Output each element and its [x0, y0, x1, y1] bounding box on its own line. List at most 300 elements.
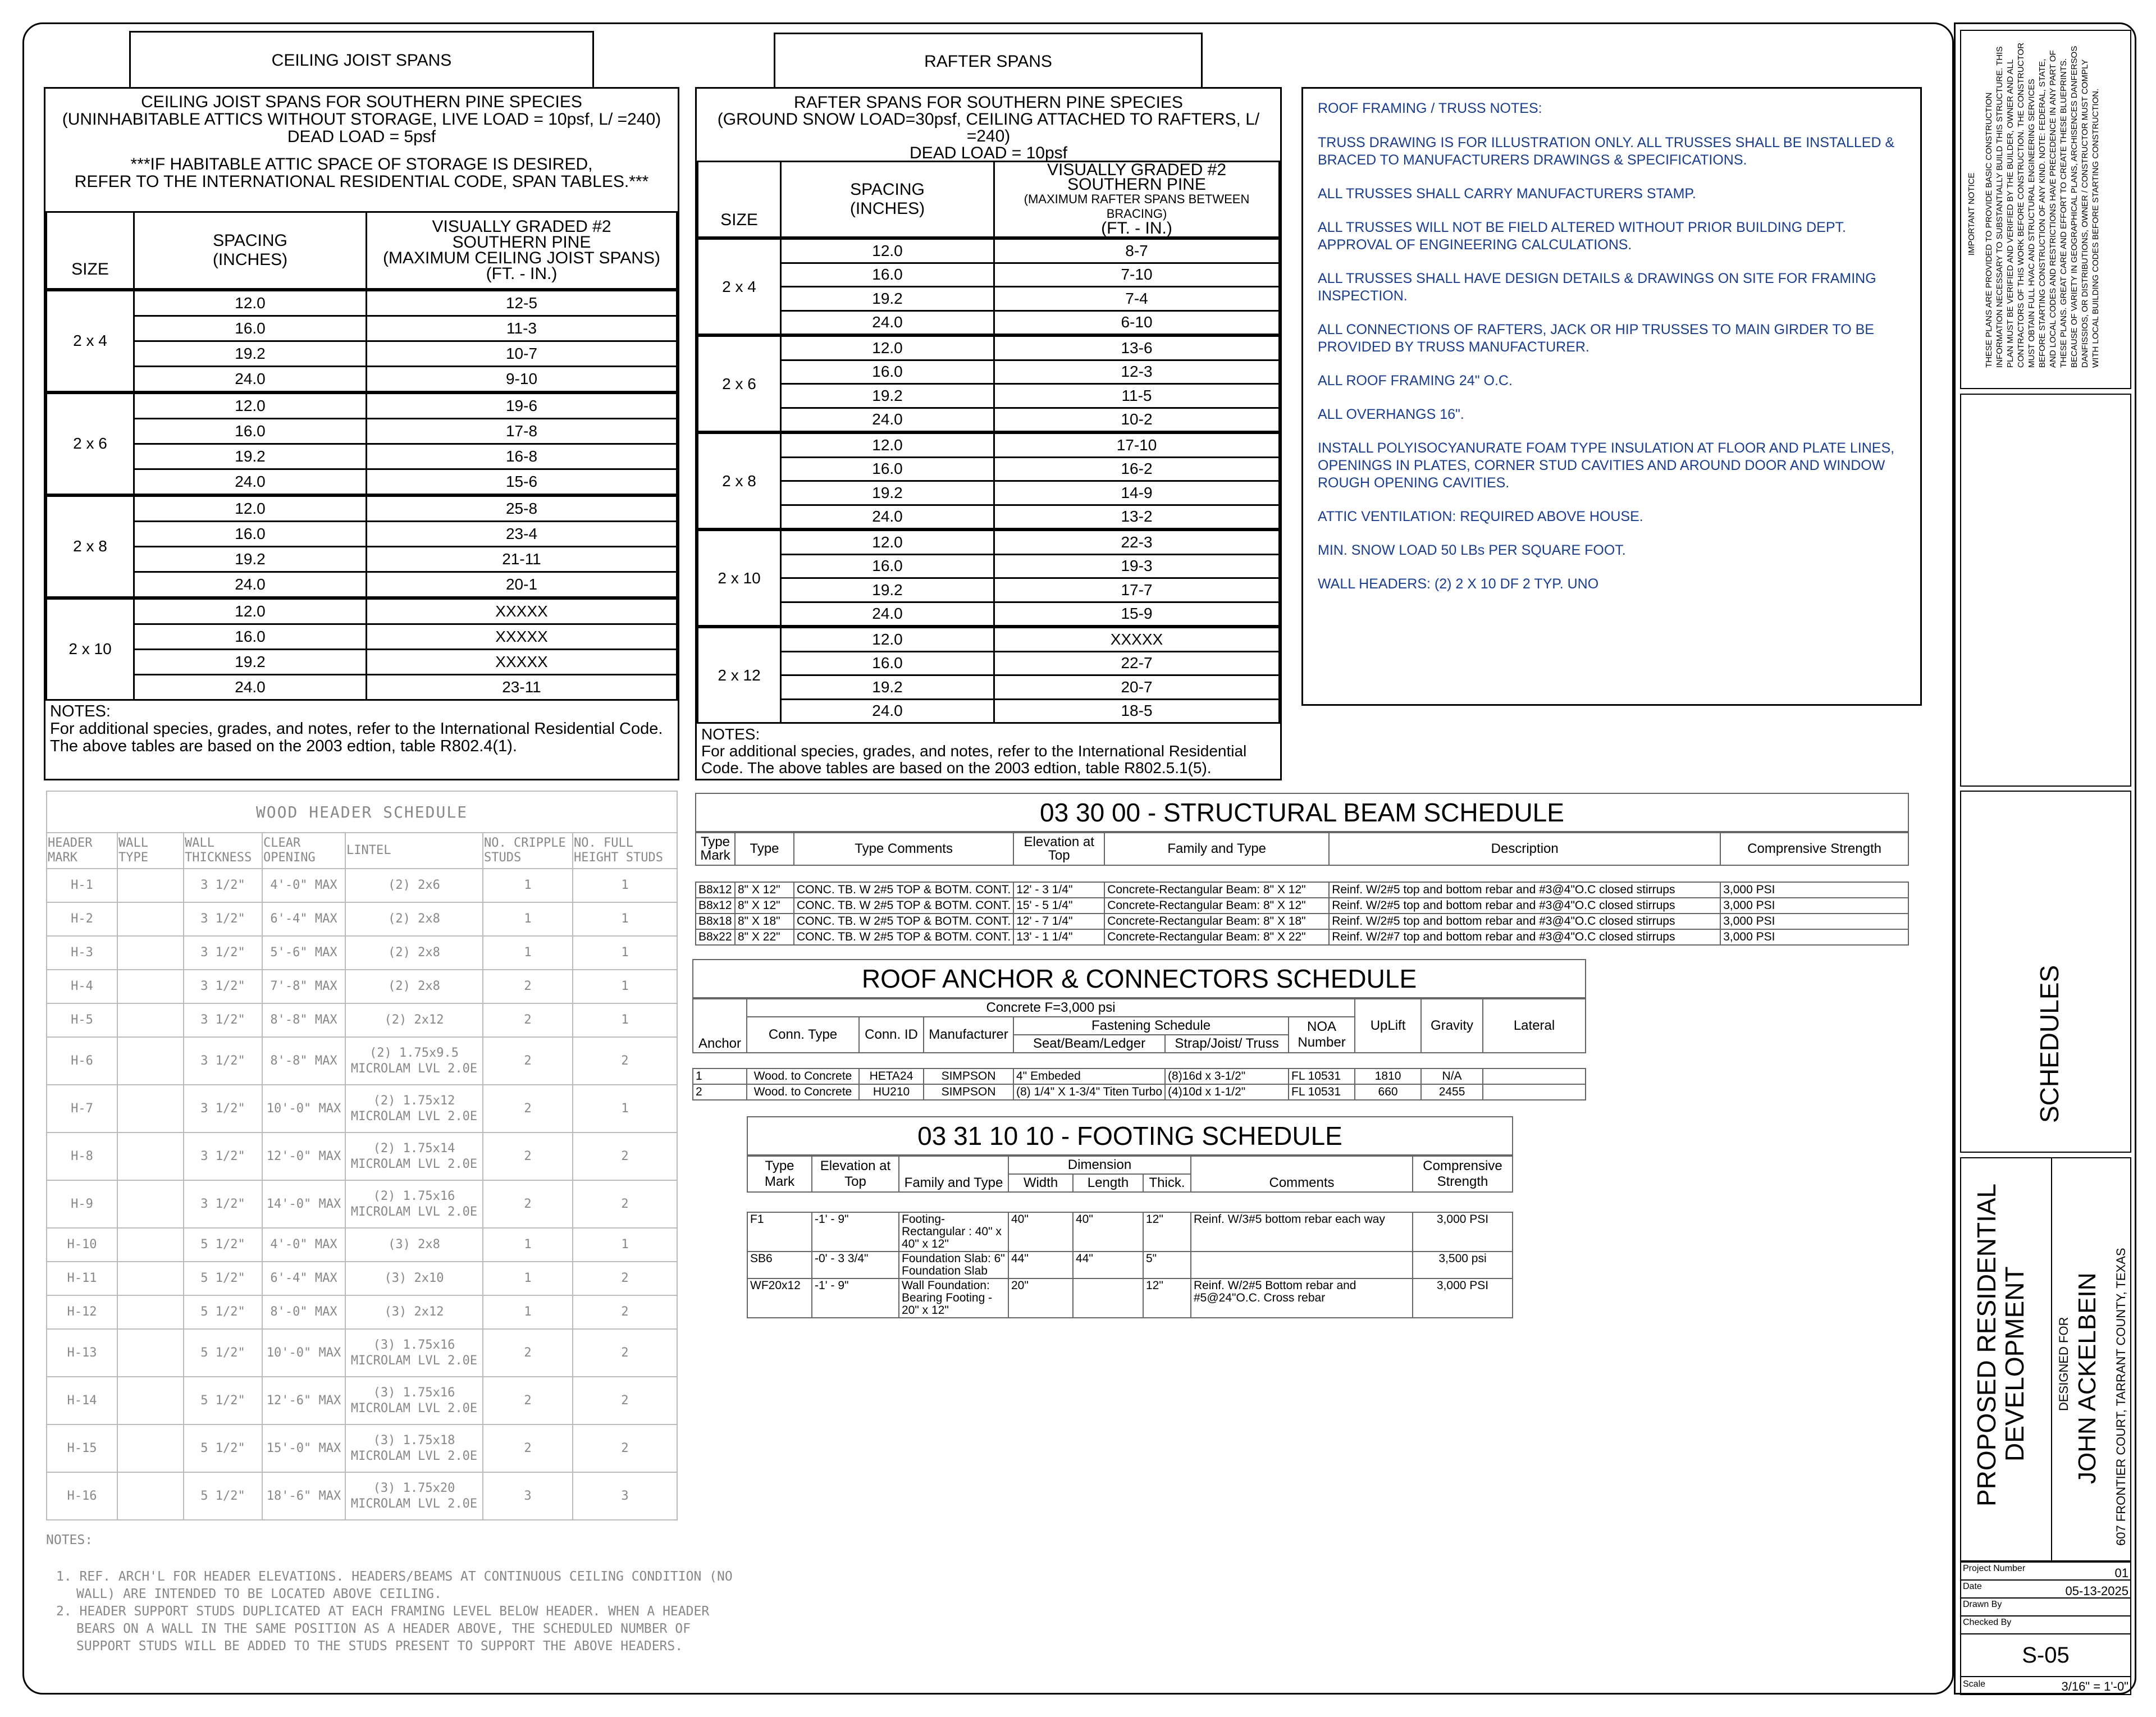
size-cell: 2 x 10 [698, 529, 781, 627]
table-cell: (3) 2x10 [345, 1262, 483, 1295]
notes-title: NOTES: [46, 1533, 93, 1547]
table-cell: 5 1/2" [184, 1424, 262, 1472]
table-cell: -1' - 9" [812, 1212, 899, 1252]
table-cell: (3) 2x8 [345, 1228, 483, 1262]
size-cell: 2 x 8 [47, 495, 134, 598]
table-cell [117, 869, 184, 902]
col-header: Gravity [1421, 999, 1483, 1053]
spacing-cell: 24.0 [134, 572, 367, 598]
table-cell [117, 970, 184, 1003]
table-cell [117, 1228, 184, 1262]
info-rows [1960, 1561, 2131, 1695]
table-cell: 14'-0" MAX [262, 1180, 345, 1228]
roof-notes-panel [1301, 87, 1922, 706]
label: Drawn By [1963, 1600, 2002, 1609]
spacing-cell: 19.2 [134, 649, 367, 674]
label: Date [1963, 1582, 1982, 1591]
table-cell [1483, 1068, 1586, 1084]
roof-note-item: ALL TRUSSES SHALL CARRY MANUFACTURERS STAMP. [1318, 186, 1696, 202]
table-row [47, 1329, 677, 1377]
table-cell: 2 [483, 1003, 573, 1037]
spacing-cell: 19.2 [781, 578, 994, 602]
grade-line: (FT. - IN.) [486, 264, 558, 283]
col-header: Family and Type [1104, 833, 1329, 865]
roof-note-item: ALL TRUSSES WILL NOT BE FIELD ALTERED WITHOUT PRIOR BUILDING DEPT. APPROVAL OF ENGINEERING CALCULATIONS. [1318, 220, 1846, 253]
span-row [47, 341, 677, 366]
table-cell: H-9 [47, 1180, 117, 1228]
ceiling-tab: CEILING JOIST SPANS [129, 31, 594, 87]
ceiling-header [45, 89, 678, 211]
table-cell: 2 [483, 970, 573, 1003]
span-cell: 17-7 [994, 578, 1280, 602]
table-cell: 1 [693, 1068, 747, 1084]
table-cell: 1 [483, 1262, 573, 1295]
span-row [47, 598, 677, 624]
project-number: 01 [2114, 1566, 2128, 1580]
beam-schedule-title: 03 30 00 - STRUCTURAL BEAM SCHEDULE [695, 793, 1909, 832]
spacing-cell: 12.0 [781, 335, 994, 360]
span-row [47, 392, 677, 419]
table-cell: 2 [483, 1377, 573, 1424]
col-header: Elevation at Top [1013, 833, 1104, 865]
table-cell: 1 [573, 1228, 677, 1262]
ceiling-header-line: DEAD LOAD = 5psf [287, 127, 436, 146]
col-header: CLEAR OPENING [262, 833, 345, 869]
table-cell: 12" [1143, 1278, 1191, 1318]
size-cell: 2 x 6 [698, 335, 781, 432]
col-header: UpLift [1355, 999, 1421, 1053]
table-cell: 5 1/2" [184, 1262, 262, 1295]
table-cell: 2 [483, 1085, 573, 1133]
note-item: 2. HEADER SUPPORT STUDS DUPLICATED AT EACH FRAMING LEVEL BELOW HEADER. WHEN A HEADER BEARS ON A WALL IN THE SAME POSITION AS A HEADER ABOVE, THE SCHEDULED NUMBER OF SUPPORT STUDS WILL BE ADDED TO THE STUDS PRESENT TO SUPPORT THE ABOVE HEADERS. [56, 1604, 710, 1654]
size-cell: 2 x 4 [47, 290, 134, 392]
roof-note-item: ALL ROOF FRAMING 24" O.C. [1318, 373, 1513, 389]
table-cell: B8x12 [696, 898, 735, 914]
col-header: NO. CRIPPLE STUDS [483, 833, 573, 869]
spacing-cell: 16.0 [781, 554, 994, 578]
table-cell: 3 1/2" [184, 902, 262, 936]
span-row [47, 495, 677, 522]
rafter-header-line: RAFTER SPANS FOR SOUTHERN PINE SPECIES [794, 93, 1183, 112]
span-row [47, 444, 677, 469]
table-cell: 2455 [1421, 1084, 1483, 1100]
span-cell: XXXXX [994, 627, 1280, 651]
table-row [47, 1003, 677, 1037]
span-row [47, 674, 677, 700]
spacing-cell: 24.0 [134, 674, 367, 700]
designed-for-label: DESIGNED FOR [2057, 1317, 2071, 1411]
project-number-row [1960, 1561, 2131, 1581]
table-cell: Wall Foundation: Bearing Footing - 20" x 12" [899, 1278, 1008, 1318]
grade-line: VISUALLY GRADED #2 [1047, 161, 1227, 179]
spacing-cell: 16.0 [134, 316, 367, 341]
roof-note-item: ALL OVERHANGS 16". [1318, 407, 1464, 422]
table-cell: 10'-0" MAX [262, 1085, 345, 1133]
col-header: Description [1329, 833, 1720, 865]
table-row [47, 1180, 677, 1228]
table-cell: CONC. TB. W 2#5 TOP & BOTM. CONT. [794, 929, 1013, 945]
span-row [47, 290, 677, 316]
col-header: NOA Number [1289, 1017, 1355, 1053]
table-row [747, 1252, 1513, 1278]
table-cell: WF20x12 [747, 1278, 812, 1318]
table-cell: (2) 1.75x16 MICROLAM LVL 2.0E [345, 1180, 483, 1228]
spacing-cell: 12.0 [134, 392, 367, 419]
span-row [698, 360, 1280, 384]
spacer-row [696, 865, 1908, 882]
span-cell: 17-8 [367, 418, 677, 444]
table-cell [1483, 1084, 1586, 1100]
table-row [47, 1037, 677, 1085]
table-cell: 1 [483, 1295, 573, 1329]
table-cell: 660 [1355, 1084, 1421, 1100]
table-cell: 1 [573, 869, 677, 902]
rafter-span-table [697, 161, 1280, 724]
table-cell: 2 [483, 1037, 573, 1085]
table-cell: 2 [483, 1133, 573, 1180]
table-row [47, 1085, 677, 1133]
span-cell: 15-6 [367, 469, 677, 495]
table-cell: Wood. to Concrete [747, 1068, 859, 1084]
table-row [47, 869, 677, 902]
table-cell: 15'-0" MAX [262, 1424, 345, 1472]
span-cell: 10-2 [994, 408, 1280, 432]
col-header: Elevation at Top [812, 1156, 899, 1192]
span-row [47, 572, 677, 598]
table-row [47, 1295, 677, 1329]
table-cell: 1 [483, 936, 573, 970]
span-cell: 7-10 [994, 263, 1280, 287]
table-row [696, 929, 1908, 945]
spacing-cell: 12.0 [134, 495, 367, 522]
table-cell: Reinf. W/2#5 top and bottom rebar and #3@4"O.C closed stirrups [1329, 882, 1720, 898]
wood-header-notes [46, 1532, 733, 1655]
table-cell: (2) 2x8 [345, 970, 483, 1003]
notice-box [1960, 30, 2131, 389]
table-cell: 4'-0" MAX [262, 869, 345, 902]
notice-title: IMPORTANT NOTICE [1967, 172, 1976, 255]
spacing-cell: 12.0 [134, 598, 367, 624]
spacing-cell: 19.2 [781, 384, 994, 408]
table-cell: 3,000 PSI [1720, 898, 1908, 914]
table-cell: 7'-8" MAX [262, 970, 345, 1003]
table-cell: 2 [483, 1329, 573, 1377]
ceiling-joist-panel [44, 87, 679, 780]
table-cell: 12' - 7 1/4" [1013, 914, 1104, 929]
table-cell: H-16 [47, 1472, 117, 1520]
col-header: Thick. [1143, 1174, 1191, 1192]
dimension-header: Dimension [1008, 1156, 1191, 1174]
sheet-title: SCHEDULES [2035, 965, 2064, 1123]
table-cell: 8" X 18" [735, 914, 794, 929]
span-cell: 22-7 [994, 651, 1280, 675]
span-cell: XXXXX [367, 598, 677, 624]
spacing-cell: 16.0 [781, 263, 994, 287]
span-cell: 12-5 [367, 290, 677, 316]
span-row [698, 432, 1280, 457]
span-cell: 12-3 [994, 360, 1280, 384]
notes-text: For additional species, grades, and notes, refer to the International Residential Code. The above tables are based on the 2003 edtion, table R802.4(1). [50, 719, 663, 755]
size-cell: 2 x 6 [47, 392, 134, 495]
roof-note-item: INSTALL POLYISOCYANURATE FOAM TYPE INSULATION AT FLOOR AND PLATE LINES, OPENINGS IN PLATES, CORNER STUD CAVITIES AND AROUND DOOR AND WINDOW ROUGH OPENING CAVITIES. [1318, 440, 1895, 491]
table-cell: B8x18 [696, 914, 735, 929]
span-cell: 7-4 [994, 287, 1280, 311]
table-cell: 1 [573, 1003, 677, 1037]
table-cell: Footing-Rectangular : 40" x 40" x 12" [899, 1212, 1008, 1252]
spacing-cell: 16.0 [134, 418, 367, 444]
table-cell [117, 1424, 184, 1472]
table-cell: (2) 1.75x14 MICROLAM LVL 2.0E [345, 1133, 483, 1180]
table-cell: 2 [693, 1084, 747, 1100]
roof-note-item: ALL TRUSSES SHALL HAVE DESIGN DETAILS & DRAWINGS ON SITE FOR FRAMING INSPECTION. [1318, 271, 1876, 304]
spacing-cell: 24.0 [781, 602, 994, 627]
rafter-header-line: DEAD LOAD = 10psf [910, 144, 1067, 162]
notes-title: NOTES: [50, 702, 111, 720]
span-row [698, 554, 1280, 578]
table-cell: 3,000 PSI [1720, 882, 1908, 898]
table-cell [117, 902, 184, 936]
col-header: Lateral [1483, 999, 1586, 1053]
stamp-box [1960, 394, 2131, 787]
table-cell: Reinf. W/3#5 bottom rebar each way [1191, 1212, 1413, 1252]
size-cell: 2 x 8 [698, 432, 781, 529]
table-cell: 3 1/2" [184, 1003, 262, 1037]
span-row [698, 627, 1280, 651]
fastening-header: Fastening Schedule [1013, 1017, 1289, 1035]
col-header: Comments [1191, 1156, 1413, 1192]
rafter-tab: RAFTER SPANS [774, 33, 1203, 87]
size-cell: 2 x 12 [698, 627, 781, 723]
table-cell: 3,000 PSI [1720, 929, 1908, 945]
table-cell: (2) 2x8 [345, 936, 483, 970]
notice-text: THESE PLANS ARE PROVIDED TO PROVIDE BASIC CONSTRUCTION INFORMATION NECESSARY TO SUBSTANTIALLY BUILD THIS STRUCTURE. THIS PLAN MUST BE VERIFIED AND VERIFIED BY THE BUILDER, OWNER AND ALL CONTRACTORS OF THIS WORK BEFORE CONSTRUCTION. THE CONSTRUCTOR MUST OBTAIN FULL HVAC AND STRUCTURAL ENGINEERING SERVICES BEFORE STARTING CONSTRUCTION OF ANY KIND. NOTE: FEDERAL, STATE, AND LOCAL CODES AND RESTRICTIONS HAVE PRECEDENCE IN ANY PART OF THESE PLANS. GREAT CARE AND EFFORT TO CREATE THESE BLUEPRINTS. BECAUSE OF VARIETY IN GEOGRAPHICAL PLANS, ARCHISENCES DANFERSOS DANFISSIOS, OR DISTRIBUTIONS, OWNER / CONSTRUCTOR MUST COMPLY WITH LOCAL BUILDING CODES BEFORE STARTING CONSTRUCTION. [1984, 43, 2100, 368]
span-cell: 22-3 [994, 529, 1280, 554]
scale-row [1960, 1677, 2131, 1695]
spacing-cell: 12.0 [781, 529, 994, 554]
roof-note-item: TRUSS DRAWING IS FOR ILLUSTRATION ONLY. ALL TRUSSES SHALL BE INSTALLED & BRACED TO MANUFACTURERS DRAWINGS & SPECIFICATIONS. [1318, 135, 1895, 168]
table-cell [117, 1133, 184, 1180]
table-cell [117, 1085, 184, 1133]
spacing-cell: 24.0 [781, 505, 994, 529]
table-row [696, 898, 1908, 914]
span-cell: 16-2 [994, 457, 1280, 481]
table-cell: 2 [573, 1133, 677, 1180]
table-cell: 5'-6" MAX [262, 936, 345, 970]
table-cell: (2) 2x12 [345, 1003, 483, 1037]
table-cell: F1 [747, 1212, 812, 1252]
spacing-cell: 19.2 [781, 481, 994, 505]
table-row [696, 882, 1908, 898]
spacing-cell: 24.0 [134, 366, 367, 392]
table-cell: 5 1/2" [184, 1329, 262, 1377]
spacing-cell: 19.2 [134, 546, 367, 572]
col-header: NO. FULL HEIGHT STUDS [573, 833, 677, 869]
span-cell: 11-3 [367, 316, 677, 341]
spacing-cell: 16.0 [781, 360, 994, 384]
table-cell: 44" [1073, 1252, 1143, 1278]
table-cell: 12'-6" MAX [262, 1377, 345, 1424]
col-header: Conn. ID [859, 1017, 924, 1053]
col-header: Width [1008, 1174, 1073, 1192]
spacing-cell: 16.0 [781, 651, 994, 675]
anchor-schedule-title: ROOF ANCHOR & CONNECTORS SCHEDULE [692, 959, 1586, 998]
project-name-line: DEVELOPMENT [2000, 1266, 2029, 1462]
span-row [698, 578, 1280, 602]
table-cell: (2) 1.75x12 MICROLAM LVL 2.0E [345, 1085, 483, 1133]
span-cell: 18-5 [994, 699, 1280, 723]
table-row [47, 970, 677, 1003]
spacing-cell: 19.2 [781, 287, 994, 311]
table-cell: 6'-4" MAX [262, 902, 345, 936]
table-cell: HETA24 [859, 1068, 924, 1084]
table-cell: 3 [483, 1472, 573, 1520]
table-cell: (2) 1.75x9.5 MICROLAM LVL 2.0E [345, 1037, 483, 1085]
date-value: 05-13-2025 [2065, 1584, 2128, 1598]
spacing-cell: 12.0 [781, 238, 994, 263]
table-cell: 18'-6" MAX [262, 1472, 345, 1520]
table-cell [117, 1329, 184, 1377]
table-cell: 12'-0" MAX [262, 1133, 345, 1180]
table-cell: 12" [1143, 1212, 1191, 1252]
table-row [47, 1133, 677, 1180]
grade-line: VISUALLY GRADED #2 [432, 217, 611, 236]
table-cell: (3) 2x12 [345, 1295, 483, 1329]
span-cell: 6-10 [994, 310, 1280, 335]
checked-by-row [1960, 1616, 2131, 1634]
table-cell: H-13 [47, 1329, 117, 1377]
span-row [47, 521, 677, 546]
table-cell: (3) 1.75x16 MICROLAM LVL 2.0E [345, 1329, 483, 1377]
table-cell [117, 1295, 184, 1329]
table-cell: 5 1/2" [184, 1295, 262, 1329]
table-row [696, 914, 1908, 929]
table-row [47, 1262, 677, 1295]
col-header: Comprensive Strength [1413, 1156, 1513, 1192]
roof-notes-title: ROOF FRAMING / TRUSS NOTES: [1318, 101, 1542, 116]
spacing-cell: 16.0 [781, 457, 994, 481]
table-cell: H-12 [47, 1295, 117, 1329]
spacer-row [693, 1053, 1586, 1068]
spacing-cell: 24.0 [781, 699, 994, 723]
table-row [693, 1068, 1586, 1084]
col-grade [367, 212, 677, 290]
table-cell: FL 10531 [1289, 1068, 1355, 1084]
span-cell: 23-11 [367, 674, 677, 700]
anchor-schedule-table [692, 998, 1586, 1100]
table-cell: CONC. TB. W 2#5 TOP & BOTM. CONT. [794, 882, 1013, 898]
table-cell: H-11 [47, 1262, 117, 1295]
table-cell: H-6 [47, 1037, 117, 1085]
table-row [693, 1084, 1586, 1100]
project-address: 607 FRONTIER COURT, TARRANT COUNTY, TEXAS [2114, 1248, 2128, 1546]
table-row [47, 1228, 677, 1262]
span-row [698, 287, 1280, 311]
span-cell: 9-10 [367, 366, 677, 392]
table-cell: -1' - 9" [812, 1278, 899, 1318]
span-cell: 15-9 [994, 602, 1280, 627]
table-cell [117, 1003, 184, 1037]
grade-line: (FT. - IN.) [1101, 219, 1172, 238]
table-cell: SB6 [747, 1252, 812, 1278]
roof-note-item: ATTIC VENTILATION: REQUIRED ABOVE HOUSE. [1318, 509, 1643, 524]
span-cell: 14-9 [994, 481, 1280, 505]
span-row [698, 263, 1280, 287]
table-cell: 3 1/2" [184, 1085, 262, 1133]
grade-line: SOUTHERN PINE [1067, 175, 1206, 194]
table-row [47, 1424, 677, 1472]
table-cell: 1 [573, 1085, 677, 1133]
col-header: Manufacturer [924, 1017, 1013, 1053]
table-cell: (8)16d x 3-1/2" [1165, 1068, 1289, 1084]
spacer-row [747, 1192, 1513, 1212]
table-cell [117, 1037, 184, 1085]
project-info-box [1960, 1157, 2131, 1561]
span-row [698, 481, 1280, 505]
rafter-panel [695, 87, 1282, 780]
span-row [698, 651, 1280, 675]
span-cell: 21-11 [367, 546, 677, 572]
table-cell: 3 1/2" [184, 1037, 262, 1085]
span-row [698, 384, 1280, 408]
table-cell [1191, 1252, 1413, 1278]
anchor-schedule [692, 959, 1586, 1100]
concrete-spec: Concrete F=3,000 psi [747, 999, 1355, 1017]
table-cell: CONC. TB. W 2#5 TOP & BOTM. CONT. [794, 898, 1013, 914]
spacing-cell: 24.0 [781, 408, 994, 432]
table-cell: H-8 [47, 1133, 117, 1180]
table-cell: 40" [1008, 1212, 1073, 1252]
table-cell: SIMPSON [924, 1068, 1013, 1084]
span-cell: 16-8 [367, 444, 677, 469]
spacing-cell: 19.2 [781, 675, 994, 700]
table-cell: 3 1/2" [184, 869, 262, 902]
roof-note-item: MIN. SNOW LOAD 50 LBs PER SQUARE FOOT. [1318, 542, 1626, 558]
table-cell: HU210 [859, 1084, 924, 1100]
table-cell: 3 1/2" [184, 1133, 262, 1180]
table-cell [117, 1377, 184, 1424]
table-cell: N/A [1421, 1068, 1483, 1084]
table-cell: 2 [573, 1037, 677, 1085]
col-header: Family and Type [899, 1156, 1008, 1192]
client-name: JOHN ACKELBEIN [2073, 1272, 2101, 1484]
label: Project Number [1963, 1564, 2026, 1573]
table-cell [117, 1262, 184, 1295]
table-cell: 5" [1143, 1252, 1191, 1278]
spacing-cell: 12.0 [781, 432, 994, 457]
span-row [698, 602, 1280, 627]
notes-title: NOTES: [701, 725, 760, 743]
col-size: SIZE [698, 162, 781, 239]
span-row [47, 469, 677, 495]
span-cell: 20-7 [994, 675, 1280, 700]
span-cell: 25-8 [367, 495, 677, 522]
table-cell: (8) 1/4" X 1-3/4" Titen Turbo [1013, 1084, 1165, 1100]
col-header: Type [735, 833, 794, 865]
table-cell: 13' - 1 1/4" [1013, 929, 1104, 945]
rafter-header [697, 89, 1280, 161]
table-cell: 1 [573, 902, 677, 936]
table-cell: 12' - 3 1/4" [1013, 882, 1104, 898]
sheet-title-box [1960, 791, 2131, 1153]
table-cell: Foundation Slab: 6" Foundation Slab [899, 1252, 1008, 1278]
table-cell: 2 [483, 1180, 573, 1228]
col-header: Type Mark [696, 833, 735, 865]
table-cell: 1 [483, 902, 573, 936]
grade-line: (MAXIMUM CEILING JOIST SPANS) [383, 248, 660, 267]
footing-schedule-title: 03 31 10 10 - FOOTING SCHEDULE [747, 1116, 1513, 1156]
table-cell: 6'-4" MAX [262, 1262, 345, 1295]
col-header: Length [1073, 1174, 1143, 1192]
